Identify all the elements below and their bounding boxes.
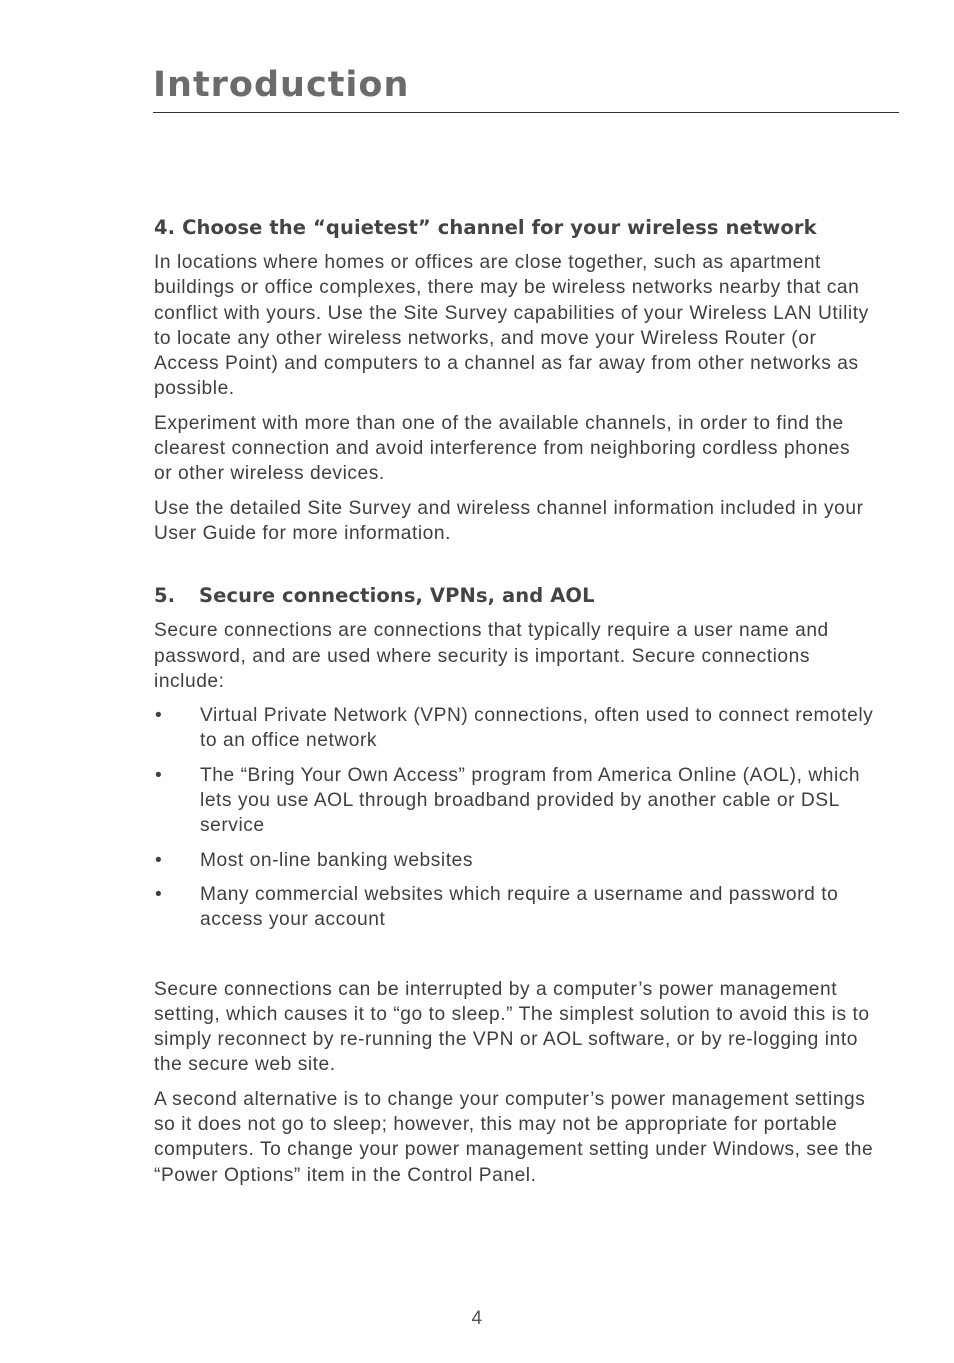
section-number: 5.	[154, 584, 176, 608]
list-item-text: Most on-line banking websites	[200, 849, 473, 871]
list-item	[154, 848, 874, 873]
section-quietest-channel	[154, 214, 874, 546]
bullet-icon: •	[155, 705, 163, 727]
bullet-icon: •	[155, 883, 163, 905]
bullet-icon: •	[155, 764, 163, 786]
paragraph: Experiment with more than one of the available channels, in order to find the clearest connection and avoid interference from neighboring cordless phones or other wireless devices.	[154, 412, 851, 485]
list-item	[154, 703, 874, 754]
paragraph: Use the detailed Site Survey and wireless channel information included in your User Guide for more information.	[154, 497, 864, 544]
bullet-icon: •	[155, 849, 163, 871]
bullet-list	[154, 703, 874, 932]
paragraph: In locations where homes or offices are close together, such as apartment buildings or office complexes, there may be wireless networks nearby that can conflict with yours. Use the Site Survey capabilities of your Wireless LAN Utility to locate any other wireless networks, and move your Wireless Router (or Access Point) and computers to a channel as far away from other networks as possible.	[154, 252, 869, 400]
list-item	[154, 763, 874, 839]
page-header	[153, 62, 899, 113]
page-title: Introduction	[153, 65, 410, 105]
paragraph: Secure connections can be interrupted by a computer’s power management setting, which causes it to “go to sleep.” The simplest solution to avoid this is to simply reconnect by re-running the VPN or AOL software, or by re-logging into the secure web site.	[154, 978, 870, 1076]
section-heading-text: Secure connections, VPNs, and AOL	[199, 584, 595, 608]
paragraph: A second alternative is to change your computer’s power management settings so it does not go to sleep; however, this may not be appropriate for portable computers. To change your power management setting under Windows, see the “Power Options” item in the Control Panel.	[154, 1088, 874, 1186]
section-heading: 4. Choose the “quietest” channel for your wireless network	[154, 216, 817, 239]
main-content	[154, 214, 874, 1197]
list-item-text: Virtual Private Network (VPN) connections, often used to connect remotely to an office network	[200, 705, 874, 752]
header-divider	[153, 112, 899, 113]
section-secure-connections	[154, 582, 874, 1188]
list-item-text: Many commercial websites which require a username and password to access your account	[200, 883, 839, 931]
paragraph: Secure connections are connections that typically require a user name and password, and are used where security is important. Secure connections include:	[154, 620, 829, 692]
page-number: 4	[471, 1308, 483, 1329]
list-item	[154, 882, 874, 933]
list-item-text: The “Bring Your Own Access” program from America Online (AOL), which lets you use AOL through broadband provided by another cable or DSL service	[200, 764, 861, 837]
section-heading	[154, 582, 874, 610]
